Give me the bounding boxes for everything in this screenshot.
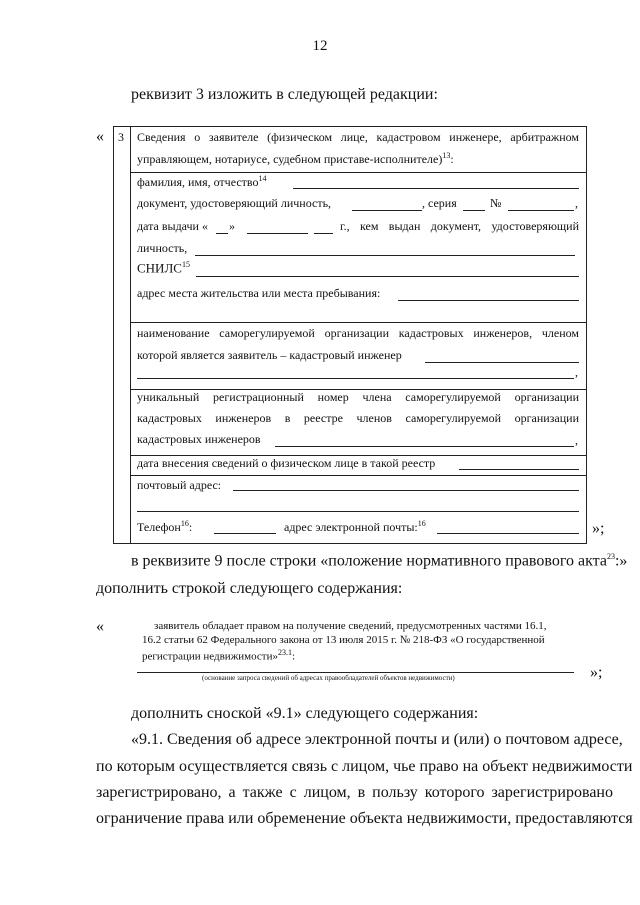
snils-line bbox=[196, 276, 579, 277]
basis-caption: (основание запроса сведений об адресах правообладателей объектов недвижимости) bbox=[202, 674, 455, 682]
issue-year-label: г., кем выдан документ, удостоверяющий bbox=[340, 219, 579, 233]
block-close-quote: »; bbox=[590, 664, 603, 681]
req9-line-2: дополнить строкой следующего содержания: bbox=[96, 580, 403, 597]
issue-day-line bbox=[216, 233, 228, 234]
block-line-3: регистрации недвижимости»$^{23.1}$: bbox=[142, 648, 296, 663]
registry-date-line bbox=[459, 469, 579, 470]
address-label: адрес места жительства или места пребывания: bbox=[137, 286, 381, 300]
registry-date-label: дата внесения сведений о физическом лице в такой реестр bbox=[137, 456, 436, 470]
sro-name-line bbox=[425, 362, 579, 363]
postal-label: почтовый адрес: bbox=[137, 478, 222, 492]
identity-issuer-line bbox=[195, 255, 575, 256]
sro-comma: , bbox=[575, 365, 578, 379]
fio-field-line bbox=[293, 188, 579, 189]
header-line-2: управляющем, нотариусе, судебном приставе-исполнителе)$^{13}$: bbox=[137, 151, 454, 166]
series-label: , серия bbox=[422, 196, 457, 210]
row-number: 3 bbox=[118, 130, 124, 144]
doc-comma: , bbox=[575, 196, 578, 210]
table-close-quote: »; bbox=[592, 520, 605, 537]
phone-line bbox=[214, 533, 276, 534]
sro-line-2: которой является заявитель – кадастровый инженер bbox=[137, 348, 402, 362]
footnote-line: ограничение права или обременение объекта недвижимости, предоставляются bbox=[96, 810, 633, 827]
number-label: № bbox=[490, 196, 502, 210]
series-line bbox=[463, 210, 485, 211]
sro-line-1: наименование саморегулируемой организации кадастровых инженеров, членом bbox=[137, 326, 579, 340]
table-bottom-border bbox=[113, 543, 586, 544]
reg-line-3: кадастровых инженеров bbox=[137, 432, 261, 446]
reg-comma: , bbox=[575, 433, 578, 447]
doc-type-line bbox=[352, 210, 422, 211]
phone-label: Телефон$^{16}$: bbox=[137, 519, 193, 534]
footnote-line: «9.1. Сведения об адресе электронной почты и (или) о почтовом адресе, bbox=[131, 731, 623, 748]
address-line bbox=[398, 300, 579, 301]
table-number-divider bbox=[130, 126, 131, 544]
block-line-2: 16.2 статьи 62 Федерального закона от 13 июля 2015 г. № 218-ФЗ «О государственной bbox=[142, 634, 545, 646]
basis-line bbox=[137, 672, 574, 673]
email-label: адрес электронной почты:$^{16}$ bbox=[284, 519, 426, 534]
doc-label: документ, удостоверяющий личность, bbox=[137, 196, 332, 210]
snils-label: СНИЛС$^{15}$ bbox=[137, 260, 190, 276]
reg-number-line bbox=[275, 446, 574, 447]
email-line bbox=[437, 533, 579, 534]
footnote-line: зарегистрировано, а также с лицом, в пользу которого зарегистрировано bbox=[96, 784, 613, 801]
sro-name-line-2 bbox=[137, 378, 574, 379]
table-top-border bbox=[113, 126, 586, 127]
block-open-quote: « bbox=[96, 618, 104, 635]
postal-line bbox=[233, 490, 579, 491]
fio-label: фамилия, имя, отчество$^{14}$ bbox=[137, 174, 267, 189]
footnote-line: по которым осуществляется связь с лицом, чье право на объект недвижимости bbox=[96, 758, 633, 775]
table-left-border bbox=[113, 126, 114, 544]
identity-label: личность, bbox=[137, 241, 188, 255]
header-line-1: Сведения о заявителе (физическом лице, кадастровом инженере, арбитражном bbox=[137, 130, 579, 144]
doc-number-line bbox=[508, 210, 574, 211]
reg-line-2: кадастровых инженеров в реестре членов саморегулируемой организации bbox=[137, 411, 579, 425]
issue-month-line bbox=[247, 233, 308, 234]
issue-year-line bbox=[314, 233, 333, 234]
block-line-1: заявитель обладает правом на получение сведений, предусмотренных частями 16.1, bbox=[154, 620, 547, 632]
table-open-quote: « bbox=[96, 128, 104, 145]
row-separator bbox=[130, 172, 586, 173]
reg-line-1: уникальный регистрационный номер члена саморегулируемой организации bbox=[137, 390, 579, 404]
footnote-intro: дополнить сноской «9.1» следующего содержания: bbox=[131, 705, 479, 722]
req9-line-1: в реквизите 9 после строки «положение нормативного правового акта$^{23}$:» bbox=[131, 552, 628, 570]
intro-text: реквизит 3 изложить в следующей редакции: bbox=[131, 86, 438, 103]
row-separator bbox=[130, 322, 586, 323]
postal-line-2 bbox=[137, 511, 579, 512]
row-separator bbox=[130, 475, 586, 476]
issue-date-open: дата выдачи « bbox=[137, 219, 208, 233]
issue-date-close: » bbox=[229, 219, 235, 233]
page-number: 12 bbox=[312, 38, 328, 54]
table-right-border bbox=[586, 126, 587, 544]
